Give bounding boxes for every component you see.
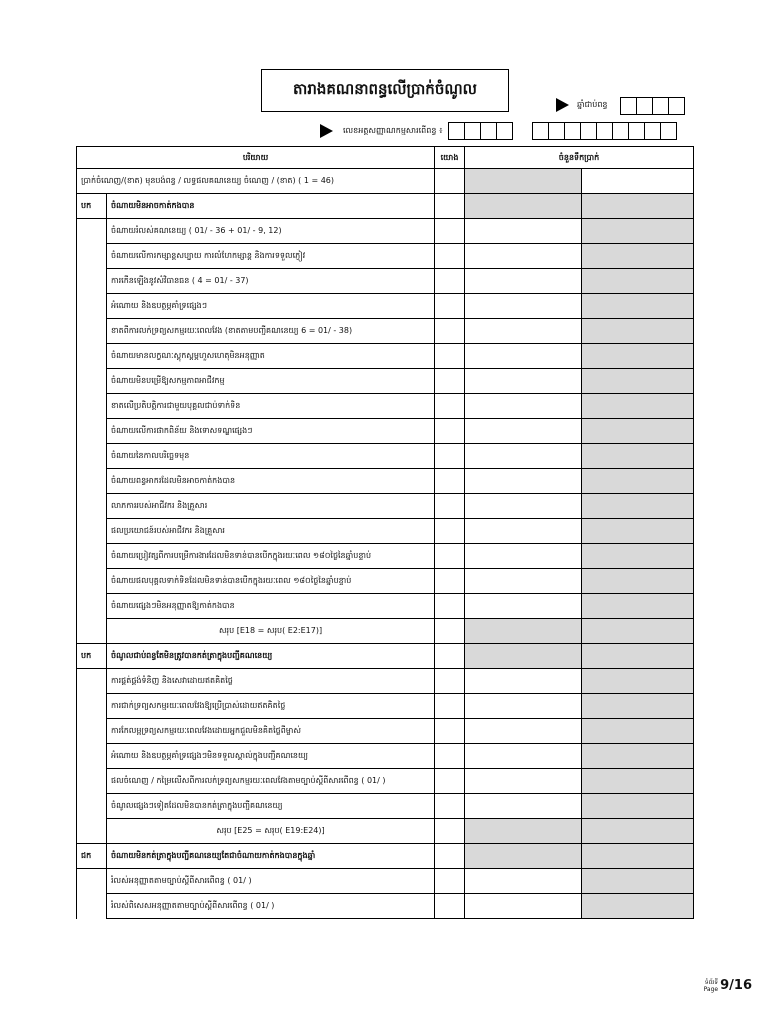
ref-cell[interactable] xyxy=(435,219,465,244)
amount-cell-left[interactable] xyxy=(465,244,582,269)
row-description: ចំណាយនៃកាលបរិច្ឆេទមុន xyxy=(107,444,435,469)
table-row xyxy=(77,394,694,419)
amount-cell-right[interactable] xyxy=(582,744,694,769)
ref-cell[interactable] xyxy=(435,419,465,444)
ref-cell[interactable] xyxy=(435,319,465,344)
ref-cell[interactable] xyxy=(435,169,465,194)
table-row xyxy=(77,869,694,894)
amount-cell-left[interactable] xyxy=(465,619,582,644)
row-description: ចំណាយលើការកម្សាន្តសប្បាយ ការលំហែកម្សាន្ត និងការទទួលភ្ញៀវ xyxy=(107,244,435,269)
header-ref: យោង xyxy=(435,147,465,169)
row-description: ចំណាយរំលស់គណនេយ្យ ( 01/ - 36 + 01/ - 9, 12) xyxy=(107,219,435,244)
table-row xyxy=(77,594,694,619)
row-description: ប្រាក់ចំណេញ/(ខាត) មុនបង់ពន្ធ / លទ្ធផលគណនេយ្យ ចំណេញ / (ខាត) ( 1 = 46) xyxy=(77,169,435,194)
amount-cell-right[interactable] xyxy=(582,794,694,819)
row-description: ចំណូលជាប់ពន្ធតែមិនត្រូវបានកត់ត្រាក្នុងបញ្ជីគណនេយ្យ xyxy=(107,644,435,669)
table-row xyxy=(77,419,694,444)
row-description: ការផ្គត់ផ្គង់ទំនិញ និងសេវាដោយឥតគិតថ្លៃ xyxy=(107,669,435,694)
table-row xyxy=(77,269,694,294)
amount-cell-right[interactable] xyxy=(582,169,694,194)
amount-cell-left[interactable] xyxy=(465,319,582,344)
table-row xyxy=(77,619,694,644)
table-row xyxy=(77,894,694,919)
table-row xyxy=(77,844,694,869)
row-description: ការកែលម្អទ្រព្យសកម្មរយៈពេលវែងដោយអ្នកជួលមិនគិតថ្លៃពីម្ចាស់ xyxy=(107,719,435,744)
amount-cell-left[interactable] xyxy=(465,794,582,819)
row-code xyxy=(77,544,107,569)
ref-cell[interactable] xyxy=(435,594,465,619)
row-code: បក xyxy=(77,194,107,219)
amount-cell-right[interactable] xyxy=(582,319,694,344)
row-code xyxy=(77,319,107,344)
amount-cell-right[interactable] xyxy=(582,719,694,744)
row-description: ខាតលើប្រតិបត្តិការជាមួយបុគ្គលជាប់ទាក់ទិន xyxy=(107,394,435,419)
page-label-km: ទំព័រទី xyxy=(704,979,719,986)
ref-cell[interactable] xyxy=(435,694,465,719)
table-row xyxy=(77,469,694,494)
table-row xyxy=(77,769,694,794)
amount-cell-left[interactable] xyxy=(465,894,582,919)
page-footer xyxy=(704,978,752,993)
amount-cell-left[interactable] xyxy=(465,694,582,719)
ref-cell[interactable] xyxy=(435,194,465,219)
row-code: បក xyxy=(77,644,107,669)
row-code xyxy=(77,419,107,444)
amount-cell-right[interactable] xyxy=(582,494,694,519)
ref-cell[interactable] xyxy=(435,819,465,844)
table-row xyxy=(77,219,694,244)
row-description: អំណោយ និងឧបត្ថម្ភគាំទ្រផ្សេងៗមិនទទួលស្គាល់ក្នុងបញ្ជីគណនេយ្យ xyxy=(107,744,435,769)
row-description: ចំណាយផ្សេងៗមិនអនុញ្ញាតឱ្យកាត់កងបាន xyxy=(107,594,435,619)
amount-cell-left[interactable] xyxy=(465,769,582,794)
header-description: បរិយាយ xyxy=(77,147,435,169)
row-code xyxy=(77,369,107,394)
amount-cell-right[interactable] xyxy=(582,619,694,644)
row-description: ចំណាយពន្ធអាករដែលមិនអាចកាត់កងបាន xyxy=(107,469,435,494)
row-code xyxy=(77,294,107,319)
table-row xyxy=(77,344,694,369)
amount-cell-left[interactable] xyxy=(465,869,582,894)
amount-cell-left[interactable] xyxy=(465,294,582,319)
amount-cell-left[interactable] xyxy=(465,594,582,619)
ref-cell[interactable] xyxy=(435,619,465,644)
row-code xyxy=(77,719,107,744)
page-label-en: Page xyxy=(703,986,719,993)
row-description: ការកើនឡើងនូវសំវិធានធន ( 4 = 01/ - 37) xyxy=(107,269,435,294)
amount-cell-right[interactable] xyxy=(582,869,694,894)
ref-cell[interactable] xyxy=(435,494,465,519)
ref-cell[interactable] xyxy=(435,744,465,769)
row-description: ចំណូលផ្សេងៗទៀតដែលមិនបានកត់ត្រាក្នុងបញ្ជីគណនេយ្យ xyxy=(107,794,435,819)
table-row xyxy=(77,719,694,744)
amount-cell-right[interactable] xyxy=(582,469,694,494)
row-description: ចំណាយប្រៀវត្សពីការបម្រើការងារដែលមិនទាន់បានបើកក្នុងរយៈពេល ១៨០ថ្ងៃនៃឆ្នាំបន្ទាប់ xyxy=(107,544,435,569)
amount-cell-right[interactable] xyxy=(582,519,694,544)
tin-label: លេខអត្តសញ្ញាណកម្មសារពើពន្ធ ៖ xyxy=(343,126,443,135)
table-row xyxy=(77,519,694,544)
table-row xyxy=(77,169,694,194)
row-description: រំលស់ពិសេសអនុញ្ញាតតាមច្បាប់ស្ដីពីសារពើពន្ធ ( 01/ ) xyxy=(107,894,435,919)
amount-cell-left[interactable] xyxy=(465,544,582,569)
table-row xyxy=(77,544,694,569)
ref-cell[interactable] xyxy=(435,294,465,319)
ref-cell[interactable] xyxy=(435,244,465,269)
ref-cell[interactable] xyxy=(435,519,465,544)
ref-cell[interactable] xyxy=(435,719,465,744)
amount-cell-right[interactable] xyxy=(582,269,694,294)
row-code xyxy=(77,469,107,494)
amount-cell-right[interactable] xyxy=(582,669,694,694)
ref-cell[interactable] xyxy=(435,369,465,394)
amount-cell-left[interactable] xyxy=(465,419,582,444)
amount-cell-left[interactable] xyxy=(465,344,582,369)
row-code xyxy=(77,444,107,469)
arrow-icon xyxy=(320,124,333,138)
row-code xyxy=(77,494,107,519)
amount-cell-left[interactable] xyxy=(465,844,582,869)
table-row xyxy=(77,444,694,469)
row-description: ចំណាយមិនកត់ត្រាក្នុងបញ្ជីគណនេយ្យតែជាចំណាយកាត់កងបានក្នុងឆ្នាំ xyxy=(107,844,435,869)
amount-cell-right[interactable] xyxy=(582,694,694,719)
tax-year-boxes[interactable] xyxy=(620,97,684,115)
ref-cell[interactable] xyxy=(435,894,465,919)
row-description: ខាតពីការលក់ទ្រព្យសកម្មរយៈពេលវែង (ខាតតាមបញ្ជីគណនេយ្យ 6 = 01/ - 38) xyxy=(107,319,435,344)
table-row xyxy=(77,294,694,319)
amount-cell-right[interactable] xyxy=(582,844,694,869)
amount-cell-right[interactable] xyxy=(582,894,694,919)
page-title: តារាងគណនាពន្ធលើប្រាក់ចំណូល xyxy=(261,69,509,112)
row-description: ចំណាយលើការផាកពិន័យ និងទោសទណ្ឌផ្សេងៗ xyxy=(107,419,435,444)
row-description: ចំណាយមានលក្ខណៈស្ដុកស្ដម្ភហួសហេតុមិនអនុញ្ញាត xyxy=(107,344,435,369)
ref-cell[interactable] xyxy=(435,844,465,869)
row-code xyxy=(77,219,107,244)
table-row xyxy=(77,694,694,719)
row-description: អំណោយ និងឧបត្ថម្ភគាំទ្រផ្សេងៗ xyxy=(107,294,435,319)
ref-cell[interactable] xyxy=(435,344,465,369)
row-description: ចំណាយមិនអាចកាត់កងបាន xyxy=(107,194,435,219)
row-description: ចំណាយផលបុគ្គលទាក់ទិនដែលមិនទាន់បានបើកក្នុងរយៈពេល ១៨០ថ្ងៃនៃឆ្នាំបន្ទាប់ xyxy=(107,569,435,594)
amount-cell-right[interactable] xyxy=(582,194,694,219)
tin-boxes-a[interactable] xyxy=(448,122,512,140)
row-description: សរុប [E25 = សរុប( E19:E24)] xyxy=(107,819,435,844)
row-code xyxy=(77,694,107,719)
table-row xyxy=(77,244,694,269)
arrow-icon xyxy=(556,98,569,112)
table-row xyxy=(77,319,694,344)
table-row xyxy=(77,569,694,594)
amount-cell-right[interactable] xyxy=(582,394,694,419)
ref-cell[interactable] xyxy=(435,444,465,469)
row-code xyxy=(77,619,107,644)
amount-cell-right[interactable] xyxy=(582,569,694,594)
ref-cell[interactable] xyxy=(435,469,465,494)
ref-cell[interactable] xyxy=(435,544,465,569)
row-code xyxy=(77,744,107,769)
amount-cell-left[interactable] xyxy=(465,644,582,669)
ref-cell[interactable] xyxy=(435,669,465,694)
table-row xyxy=(77,669,694,694)
amount-cell-left[interactable] xyxy=(465,269,582,294)
amount-cell-right[interactable] xyxy=(582,544,694,569)
page-number: 9/16 xyxy=(720,978,752,993)
amount-cell-left[interactable] xyxy=(465,744,582,769)
row-code xyxy=(77,569,107,594)
amount-cell-left[interactable] xyxy=(465,469,582,494)
row-code xyxy=(77,819,107,844)
amount-cell-left[interactable] xyxy=(465,519,582,544)
ref-cell[interactable] xyxy=(435,644,465,669)
tin-boxes-b[interactable] xyxy=(532,122,676,140)
amount-cell-right[interactable] xyxy=(582,444,694,469)
amount-cell-right[interactable] xyxy=(582,644,694,669)
amount-cell-left[interactable] xyxy=(465,819,582,844)
row-code xyxy=(77,594,107,619)
amount-cell-right[interactable] xyxy=(582,419,694,444)
row-code xyxy=(77,794,107,819)
row-code xyxy=(77,869,107,894)
row-description: រំលស់អនុញ្ញាតតាមច្បាប់ស្ដីពីសារពើពន្ធ ( 01/ ) xyxy=(107,869,435,894)
amount-cell-right[interactable] xyxy=(582,369,694,394)
row-description: ការជាក់ទ្រព្យសកម្មរយៈពេលវែងឱ្យប្រើប្រាស់ដោយឥតគិតថ្លៃ xyxy=(107,694,435,719)
row-code: ជក xyxy=(77,844,107,869)
amount-cell-left[interactable] xyxy=(465,219,582,244)
row-description: ចំណាយមិនបម្រើឱ្យសកម្មភាពអាជីវកម្ម xyxy=(107,369,435,394)
row-code xyxy=(77,244,107,269)
table-row xyxy=(77,744,694,769)
row-code xyxy=(77,519,107,544)
ref-cell[interactable] xyxy=(435,569,465,594)
table-row xyxy=(77,494,694,519)
amount-cell-left[interactable] xyxy=(465,569,582,594)
table-row xyxy=(77,819,694,844)
row-description: លាភការរបស់អាជីវករ និងគ្រួសារ xyxy=(107,494,435,519)
table-row xyxy=(77,194,694,219)
amount-cell-left[interactable] xyxy=(465,169,582,194)
ref-cell[interactable] xyxy=(435,769,465,794)
row-code xyxy=(77,394,107,419)
ref-cell[interactable] xyxy=(435,869,465,894)
row-description: ផលចំណេញ / កម្រៃលើសពីការលក់ទ្រព្យសកម្មរយៈពេលវែងតាមច្បាប់ស្ដីពីសារពើពន្ធ ( 01/ ) xyxy=(107,769,435,794)
amount-cell-right[interactable] xyxy=(582,819,694,844)
amount-cell-left[interactable] xyxy=(465,669,582,694)
amount-cell-right[interactable] xyxy=(582,244,694,269)
table-row xyxy=(77,644,694,669)
row-code xyxy=(77,769,107,794)
amount-cell-right[interactable] xyxy=(582,344,694,369)
amount-cell-left[interactable] xyxy=(465,494,582,519)
row-code xyxy=(77,894,107,919)
amount-cell-left[interactable] xyxy=(465,194,582,219)
table-row xyxy=(77,794,694,819)
ref-cell[interactable] xyxy=(435,269,465,294)
ref-cell[interactable] xyxy=(435,394,465,419)
amount-cell-left[interactable] xyxy=(465,369,582,394)
tax-year-label: ឆ្នាំជាប់ពន្ធ xyxy=(577,100,608,109)
row-description: ផលប្រយោជន៍របស់អាជីវករ និងគ្រួសារ xyxy=(107,519,435,544)
row-code xyxy=(77,269,107,294)
row-description: សរុប [E18 = សរុប( E2:E17)] xyxy=(107,619,435,644)
row-code xyxy=(77,344,107,369)
amount-cell-right[interactable] xyxy=(582,294,694,319)
amount-cell-left[interactable] xyxy=(465,719,582,744)
row-code xyxy=(77,669,107,694)
amount-cell-right[interactable] xyxy=(582,594,694,619)
amount-cell-right[interactable] xyxy=(582,219,694,244)
amount-cell-left[interactable] xyxy=(465,444,582,469)
amount-cell-left[interactable] xyxy=(465,394,582,419)
tax-calculation-table xyxy=(76,146,694,919)
ref-cell[interactable] xyxy=(435,794,465,819)
table-row xyxy=(77,369,694,394)
header-amount: ចំនួនទឹកប្រាក់ xyxy=(465,147,694,169)
amount-cell-right[interactable] xyxy=(582,769,694,794)
